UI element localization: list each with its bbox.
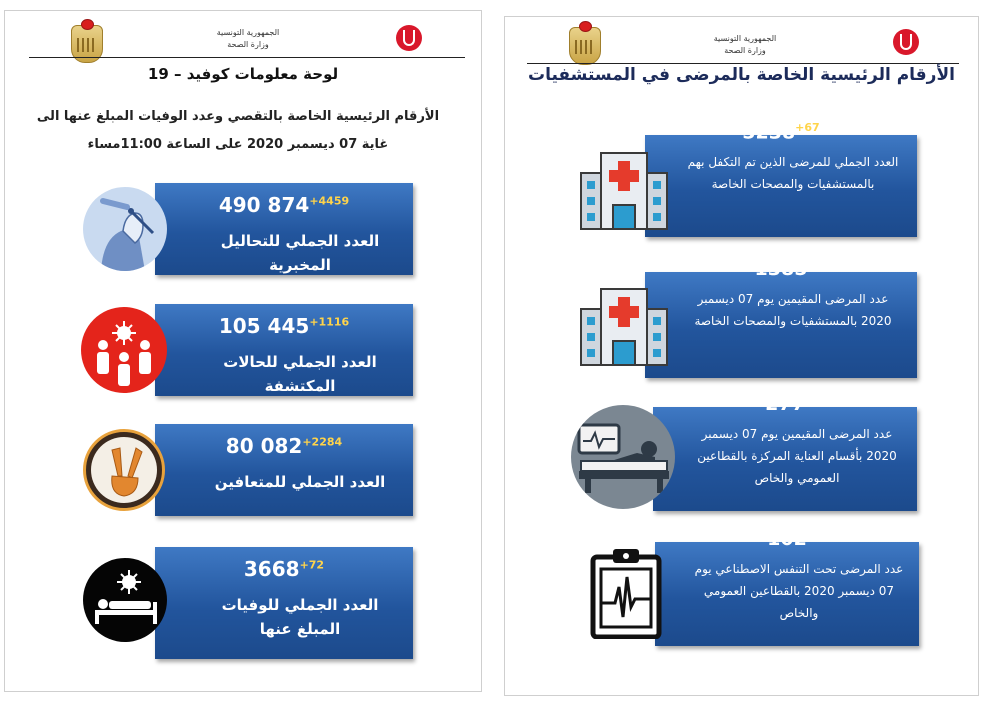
- current-hospitalized-value: 1385: [754, 258, 808, 280]
- detected-cases-value: 105 $445^{+1116}$: [218, 314, 350, 338]
- ministry-label: وزارة الصحة: [227, 40, 269, 49]
- current-hospitalized-label: عدد المرضى المقيمين يوم 07 ديسمبر 2020 بالمستشفيات والمصحات الخاصة: [694, 292, 892, 328]
- red-crescent-icon: [396, 25, 422, 51]
- death-bed-icon: [83, 558, 167, 642]
- left-ministry-name: [203, 27, 293, 51]
- deaths-value: $3668^{+72}$: [243, 557, 325, 581]
- ecg-clipboard-icon: [589, 547, 663, 643]
- right-header: [505, 17, 978, 63]
- recovered-label: العدد الجملي للمتعافين: [214, 473, 386, 491]
- republic-label: الجمهورية التونسية: [216, 28, 280, 37]
- left-header: [5, 11, 481, 57]
- icu-patients-value: 277: [765, 393, 805, 415]
- ventilated-patients-label: عدد المرضى تحت التنفس الاصطناعي يوم 07 ديسمبر 2020 بالقطاعين العمومي والخاص: [694, 562, 904, 620]
- total-hospitalized-label: العدد الجملي للمرضى الذين تم التكفل بهم بالمستشفيات والمصحات الخاصة: [687, 155, 899, 192]
- total-hospitalized-value: $5238^{+67}$: [742, 121, 820, 144]
- right-header-divider: [527, 63, 959, 64]
- lab-test-icon: [83, 187, 167, 271]
- ventilated-patients-card: [655, 528, 919, 646]
- icu-patients-card: [653, 393, 917, 511]
- total-hospitalized-card: [645, 121, 917, 237]
- victory-hand-icon: [83, 429, 165, 511]
- deaths-card: [155, 547, 413, 659]
- left-page-title: لوحة معلومات كوفيد – 19: [147, 65, 339, 83]
- hospital-icon: [579, 287, 669, 371]
- lab-tests-label: العدد الجملي للتحاليل المخبرية: [220, 232, 380, 274]
- ventilated-patients-value: 102: [767, 528, 807, 550]
- hospital-icon: [579, 151, 669, 235]
- current-hospitalized-card: [645, 258, 917, 378]
- detected-cases-card: [155, 304, 413, 396]
- right-page: [504, 16, 979, 696]
- tunisia-coat-of-arms-icon: [569, 27, 601, 65]
- left-page: [4, 10, 482, 692]
- detected-cases-label: العدد الجملي للحالات المكتشفة: [223, 353, 377, 395]
- lab-tests-card: [155, 183, 413, 275]
- recovered-value: 80 $082^{+2284}$: [225, 434, 343, 458]
- left-page-subtitle: الأرقام الرئيسية الخاصة بالتقصي وعدد الوفيات المبلغ عنها الى غاية 07 ديسمبر 2020 على الساعة 11:00مساء: [36, 109, 440, 152]
- icu-patients-label: عدد المرضى المقيمين يوم 07 ديسمبر 2020 بأقسام العناية المركزة بالقطاعين العمومي والخاص: [697, 427, 897, 485]
- deaths-label: العدد الجملي للوفيات المبلغ عنها: [221, 596, 379, 638]
- republic-label: الجمهورية التونسية: [713, 34, 777, 43]
- right-page-title: الأرقام الرئيسية الخاصة بالمرضى في المستشفيات: [528, 65, 955, 85]
- ministry-label: وزارة الصحة: [724, 46, 766, 55]
- virus-people-icon: [81, 307, 167, 393]
- icu-bed-icon: [571, 405, 675, 509]
- recovered-card: [155, 424, 413, 516]
- lab-tests-value: 490 $874^{+4459}$: [218, 193, 350, 217]
- red-crescent-icon: [893, 29, 919, 55]
- left-header-divider: [29, 57, 465, 58]
- right-ministry-name: [701, 33, 789, 57]
